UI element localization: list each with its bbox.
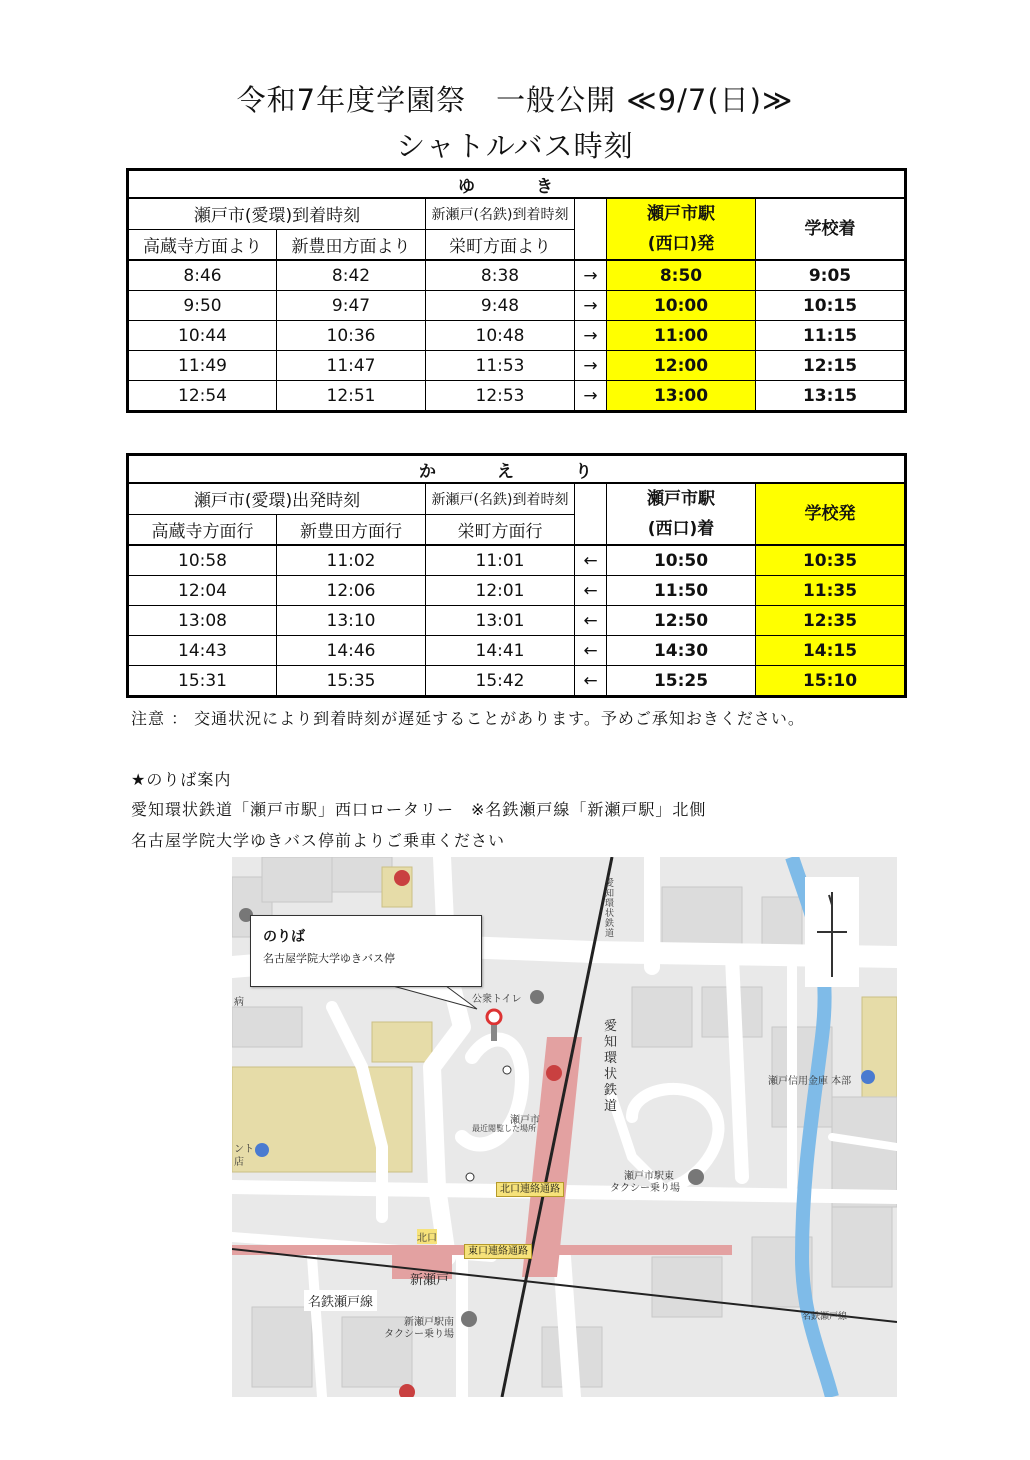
station-time-cell: 12:00 [607,351,756,381]
group-header-setoshi: 瀬戸市(愛環)到着時刻 [128,198,426,229]
time-cell: 13:08 [128,606,277,636]
station-time-cell: 11:00 [607,321,756,351]
station-time-cell: 8:50 [607,260,756,291]
aikan-small-label: 愛知環状鉄道 [605,879,615,939]
table-row [128,381,906,412]
page-title: 令和7年度学園祭 一般公開 ≪9/7(日)≫ [236,83,794,117]
arrow-header [575,483,607,545]
school-time-cell: 14:15 [756,636,906,666]
group-header-shinseto: 新瀬戸(名鉄)到着時刻 [426,198,575,229]
school-time-cell: 12:15 [756,351,906,381]
time-cell: 14:41 [426,636,575,666]
time-cell: 15:42 [426,666,575,697]
time-cell: 14:46 [277,636,426,666]
time-cell: 8:42 [277,260,426,291]
station-header [607,483,756,545]
boarding-guide-line2: 名古屋学院大学ゆきバス停前よりご乗車ください [131,831,506,850]
table-row [128,636,906,666]
shinseto-station-label: 新瀬戸 [410,1273,450,1288]
station-time-cell: 13:00 [607,381,756,412]
col-header-sakaemachi: 栄町方面より [426,229,575,260]
time-cell: 11:02 [277,545,426,576]
east-taxi-label-2: タクシー乗り場 [610,1183,680,1194]
table-row [128,321,906,351]
station-time-cell: 10:00 [607,291,756,321]
outbound-timetable [126,168,907,413]
north-passage-tag: 北口連絡通路 [496,1182,564,1197]
setoshi-station-label: 瀬戸市 [510,1115,540,1126]
time-cell: 10:58 [128,545,277,576]
shinseto-taxi-label-1: 新瀬戸駅南 [404,1317,454,1328]
station-header-line2: (西口)発 [647,234,715,254]
arrow-cell: ← [575,606,607,636]
station-time-cell: 14:30 [607,636,756,666]
direction-header: ゆ き [128,170,906,199]
station-header-line1: 瀬戸市駅 [647,204,715,224]
station-header-line1: 瀬戸市駅 [647,489,715,509]
arrow-cell: → [575,291,607,321]
school-time-cell: 9:05 [756,260,906,291]
toilet-label: 公衆トイレ [472,994,522,1005]
group-header-setoshi: 瀬戸市(愛環)出発時刻 [128,483,426,514]
callout-subtitle: 名古屋学院大学ゆきバス停 [263,952,395,965]
time-cell: 11:53 [426,351,575,381]
school-time-cell: 11:15 [756,321,906,351]
time-cell: 12:06 [277,576,426,606]
arrow-cell: ← [575,576,607,606]
school-time-cell: 13:15 [756,381,906,412]
school-time-cell: 11:35 [756,576,906,606]
arrow-cell: ← [575,545,607,576]
school-time-cell: 15:10 [756,666,906,697]
table-row [128,606,906,636]
station-map [232,857,897,1397]
boarding-callout [250,915,482,987]
page-subtitle: シャトルバス時刻 [396,129,634,163]
station-time-cell: 10:50 [607,545,756,576]
table-row [128,666,906,697]
direction-header: か え り [128,455,906,484]
time-cell: 12:01 [426,576,575,606]
school-time-cell: 12:35 [756,606,906,636]
time-cell: 11:47 [277,351,426,381]
time-cell: 11:01 [426,545,575,576]
school-header: 学校着 [756,198,906,260]
east-passage-tag: 東口連絡通路 [464,1244,532,1259]
table-row [128,260,906,291]
time-cell: 13:01 [426,606,575,636]
left-edge-label-3: 病 [234,997,244,1008]
station-time-cell: 11:50 [607,576,756,606]
aikan-line-label: 愛知環状鉄道 [604,1019,618,1114]
group-header-shinseto: 新瀬戸(名鉄)到着時刻 [426,483,575,514]
meitetsu-line-label: 名鉄瀬戸線 [304,1290,377,1311]
left-edge-label-2: 店 [234,1157,244,1168]
school-time-cell: 10:35 [756,545,906,576]
table-row [128,291,906,321]
east-taxi-label-1: 瀬戸市駅東 [624,1171,674,1182]
boarding-guide-line1: 愛知環状鉄道「瀬戸市駅」西口ロータリー ※名鉄瀬戸線「新瀬戸駅」北側 [131,800,707,819]
time-cell: 15:35 [277,666,426,697]
time-cell: 8:38 [426,260,575,291]
inbound-timetable [126,453,907,698]
col-header-shintoyota: 新豊田方面行 [277,514,426,545]
time-cell: 9:47 [277,291,426,321]
table-row [128,576,906,606]
time-cell: 10:48 [426,321,575,351]
station-header-line2: (西口)着 [647,519,715,539]
left-edge-label-1: ント [234,1144,254,1155]
arrow-cell: ← [575,636,607,666]
time-cell: 12:51 [277,381,426,412]
time-cell: 12:54 [128,381,277,412]
arrow-header [575,198,607,260]
col-header-sakaemachi: 栄町方面行 [426,514,575,545]
delay-note: 注意 ： 交通状況により到着時刻が遅延することがあります。予めご承知おきください。 [131,709,805,728]
table-row [128,351,906,381]
time-cell: 8:46 [128,260,277,291]
station-time-cell: 15:25 [607,666,756,697]
col-header-kozoji: 高蔵寺方面より [128,229,277,260]
time-cell: 9:50 [128,291,277,321]
meitetsu-small-label: 名鉄瀬戸線 [802,1312,848,1322]
time-cell: 11:49 [128,351,277,381]
shinseto-taxi-label-2: タクシー乗り場 [384,1329,454,1340]
time-cell: 9:48 [426,291,575,321]
boarding-guide-heading: ★のりば案内 [131,770,232,789]
time-cell: 13:10 [277,606,426,636]
arrow-cell: → [575,381,607,412]
time-cell: 12:53 [426,381,575,412]
col-header-kozoji: 高蔵寺方面行 [128,514,277,545]
recent-place-label: 最近閲覧した場所 [472,1124,536,1133]
time-cell: 12:04 [128,576,277,606]
arrow-cell: ← [575,666,607,697]
shinkin-label: 瀬戸信用金庫 本部 [768,1076,852,1087]
station-header [607,198,756,260]
north-exit-label: 北口 [417,1229,437,1244]
school-time-cell: 10:15 [756,291,906,321]
callout-title: のりば [263,929,305,945]
time-cell: 10:44 [128,321,277,351]
station-time-cell: 12:50 [607,606,756,636]
school-header: 学校発 [756,483,906,545]
time-cell: 14:43 [128,636,277,666]
arrow-cell: → [575,260,607,291]
time-cell: 15:31 [128,666,277,697]
col-header-shintoyota: 新豊田方面より [277,229,426,260]
arrow-cell: → [575,321,607,351]
table-row [128,545,906,576]
time-cell: 10:36 [277,321,426,351]
arrow-cell: → [575,351,607,381]
